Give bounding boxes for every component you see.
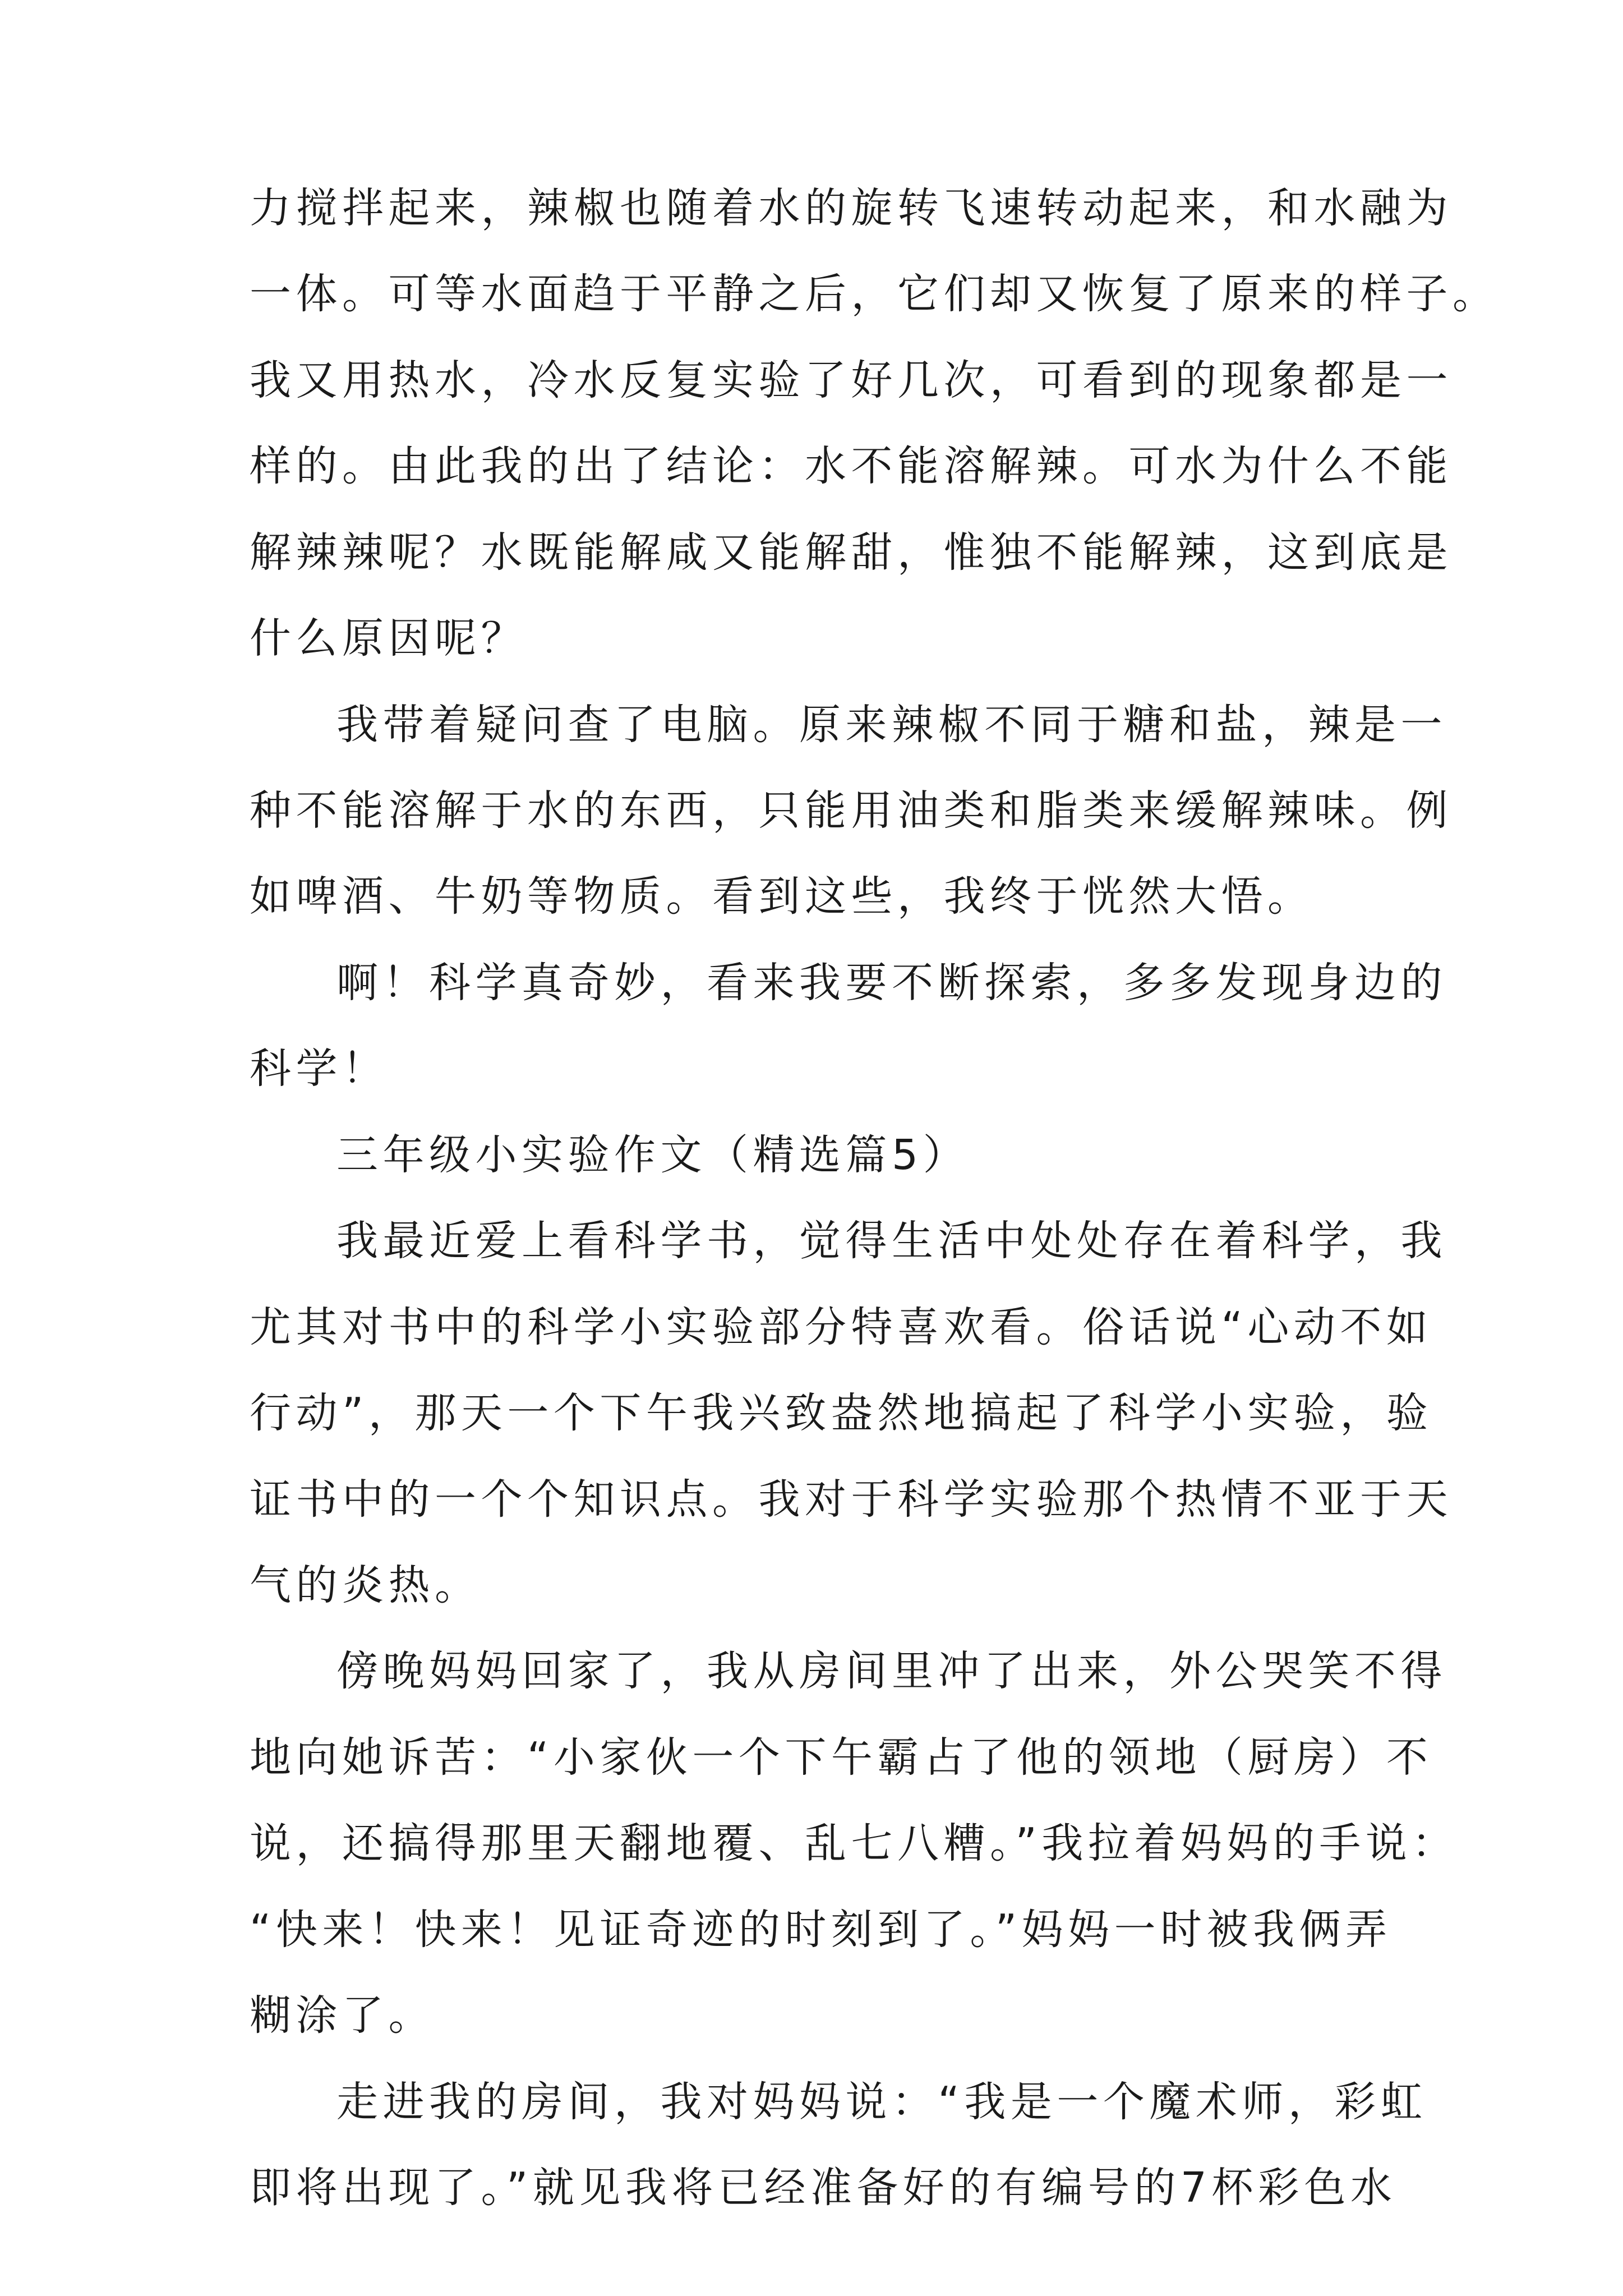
text-line: 地向她诉苦：“小家伙一个下午霸占了他的领地（厨房）不 (250, 1733, 1433, 1782)
text-line: 即将出现了。”就见我将已经准备好的有编号的7杯彩色水 (250, 2164, 1397, 2212)
text-line: 样的。由此我的出了结论：水不能溶解辣。可水为什么不能 (250, 442, 1453, 490)
text-line: 我又用热水，冷水反复实验了好几次，可看到的现象都是一 (250, 356, 1453, 404)
text-line: “快来！快来！见证奇迹的时刻到了。”妈妈一时被我俩弄 (250, 1906, 1392, 1954)
paragraph-first-line: 走进我的房间，我对妈妈说：“我是一个魔术师，彩虹 (336, 2078, 1427, 2126)
text-line: 证书中的一个个知识点。我对于科学实验那个热情不亚于天 (250, 1475, 1453, 1524)
paragraph-first-line: 我带着疑问查了电脑。原来辣椒不同于糖和盐，辣是一 (336, 701, 1447, 749)
paragraph-first-line: 啊！科学真奇妙，看来我要不断探索，多多发现身边的 (336, 959, 1447, 1007)
text-line: 说，还搞得那里天翻地覆、乱七八糟。”我拉着妈妈的手说： (250, 1819, 1458, 1867)
text-line: 糊涂了。 (250, 1991, 435, 2040)
text-line: 科学！ (250, 1045, 389, 1093)
text-line: 一体。可等水面趋于平静之后，它们却又恢复了原来的样子。 (250, 270, 1499, 318)
text-line: 解辣辣呢？水既能解咸又能解甜，惟独不能解辣，这到底是 (250, 528, 1453, 577)
text-line: 什么原因呢？ (250, 614, 527, 662)
text-line: 行动”，那天一个下午我兴致盎然地搞起了科学小实验，验 (250, 1389, 1433, 1437)
text-line: 气的炎热。 (250, 1561, 481, 1609)
text-line: 力搅拌起来，辣椒也随着水的旋转飞速转动起来，和水融为 (250, 184, 1453, 232)
paragraph-first-line: 我最近爱上看科学书，觉得生活中处处存在着科学，我 (336, 1217, 1447, 1265)
text-line: 如啤酒、牛奶等物质。看到这些，我终于恍然大悟。 (250, 872, 1314, 921)
section-heading: 三年级小实验作文（精选篇5） (336, 1131, 970, 1179)
text-line: 尤其对书中的科学小实验部分特喜欢看。俗话说“心动不如 (250, 1303, 1433, 1351)
paragraph-first-line: 傍晚妈妈回家了，我从房间里冲了出来，外公哭笑不得 (336, 1647, 1447, 1695)
text-line: 种不能溶解于水的东西，只能用油类和脂类来缓解辣味。例 (250, 786, 1453, 835)
